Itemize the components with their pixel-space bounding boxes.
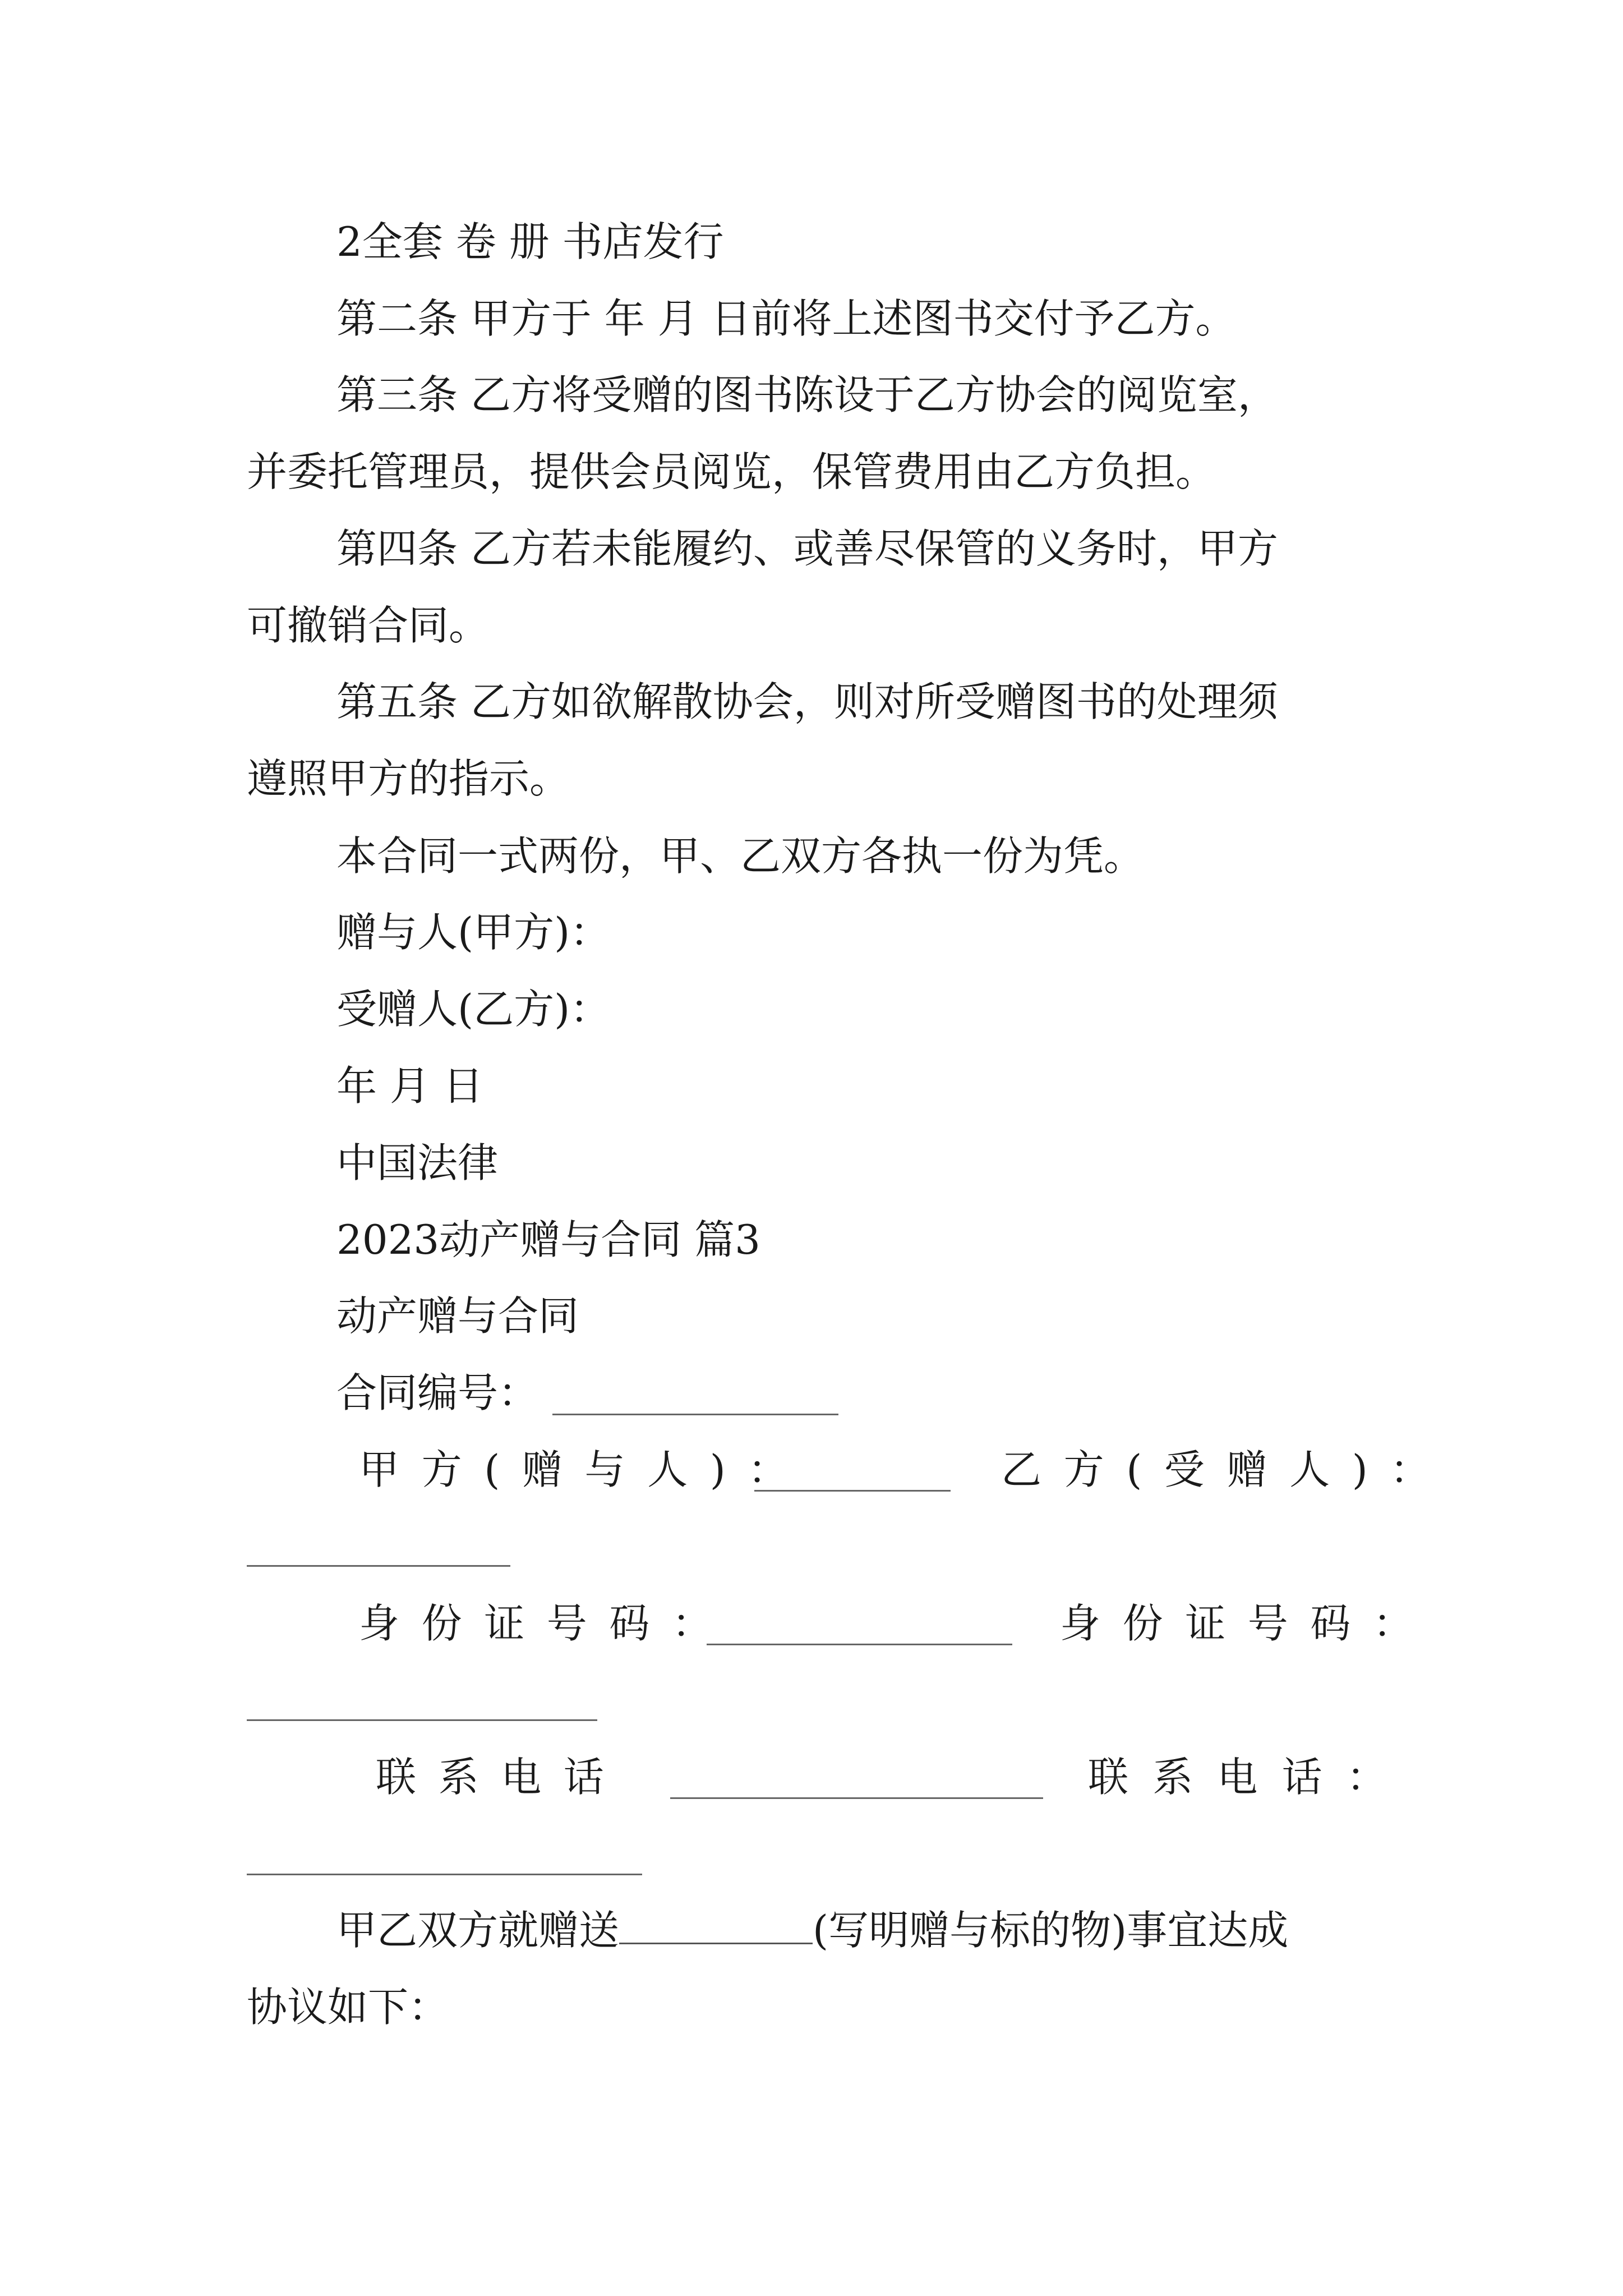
donor-label: 赠与人(甲方)： xyxy=(336,909,611,956)
source-label: 中国法律 xyxy=(336,1139,499,1186)
agreement-intro-line-2: 协议如下： xyxy=(247,1984,449,2031)
clause-4-line-2: 可撤销合同。 xyxy=(247,602,490,649)
party-b-phone-blank xyxy=(247,1874,642,1875)
clause-2: 第二条 甲方于 年 月 日前将上述图书交付予乙方。 xyxy=(336,295,1236,342)
clause-5-line-2: 遵照甲方的指示。 xyxy=(247,755,570,802)
party-b-phone-label: 联系电话： xyxy=(1088,1754,1412,1801)
party-a-id-blank xyxy=(707,1644,1012,1645)
clause-3-line-2: 并委托管理员，提供会员阅览，保管费用由乙方负担。 xyxy=(247,448,1216,495)
party-a-phone-label: 联系电话 xyxy=(376,1754,626,1801)
party-a-blank xyxy=(754,1490,951,1492)
party-a-label: 甲方(赠与人)： xyxy=(359,1446,810,1493)
party-b-id-blank xyxy=(247,1719,597,1721)
copies-statement: 本合同一式两份，甲、乙双方各执一份为凭。 xyxy=(336,832,1145,880)
text-line-1: 2全套 卷 册 书店发行 xyxy=(336,218,724,265)
clause-3-line-1: 第三条 乙方将受赠的图书陈设于乙方协会的阅览室， xyxy=(336,371,1278,418)
clause-4-line-1: 第四条 乙方若未能履约、或善尽保管的义务时，甲方 xyxy=(336,525,1278,572)
clause-5-line-1: 第五条 乙方如欲解散协会，则对所受赠图书的处理须 xyxy=(336,678,1278,725)
gift-item-blank xyxy=(619,1939,813,1944)
party-b-blank xyxy=(247,1565,510,1567)
agreement-intro-end: (写明赠与标的物)事宜达成 xyxy=(813,1907,1289,1954)
party-b-id-label: 身份证号码： xyxy=(1060,1600,1436,1647)
party-a-id-label: 身份证号码： xyxy=(359,1600,735,1647)
agreement-intro-start: 甲乙双方就赠送 xyxy=(336,1907,620,1954)
party-b-label: 乙方(受赠人)： xyxy=(1001,1446,1453,1493)
section-heading: 2023动产赠与合同 篇3 xyxy=(336,1216,760,1263)
contract-title: 动产赠与合同 xyxy=(336,1292,579,1340)
contract-number-blank xyxy=(552,1414,838,1415)
party-a-phone-blank xyxy=(670,1797,1043,1799)
contract-number-label: 合同编号： xyxy=(336,1369,539,1416)
donee-label: 受赠人(乙方)： xyxy=(336,986,611,1033)
agreement-intro-line-1 xyxy=(336,1907,1289,1954)
date-line: 年 月 日 xyxy=(336,1062,483,1110)
